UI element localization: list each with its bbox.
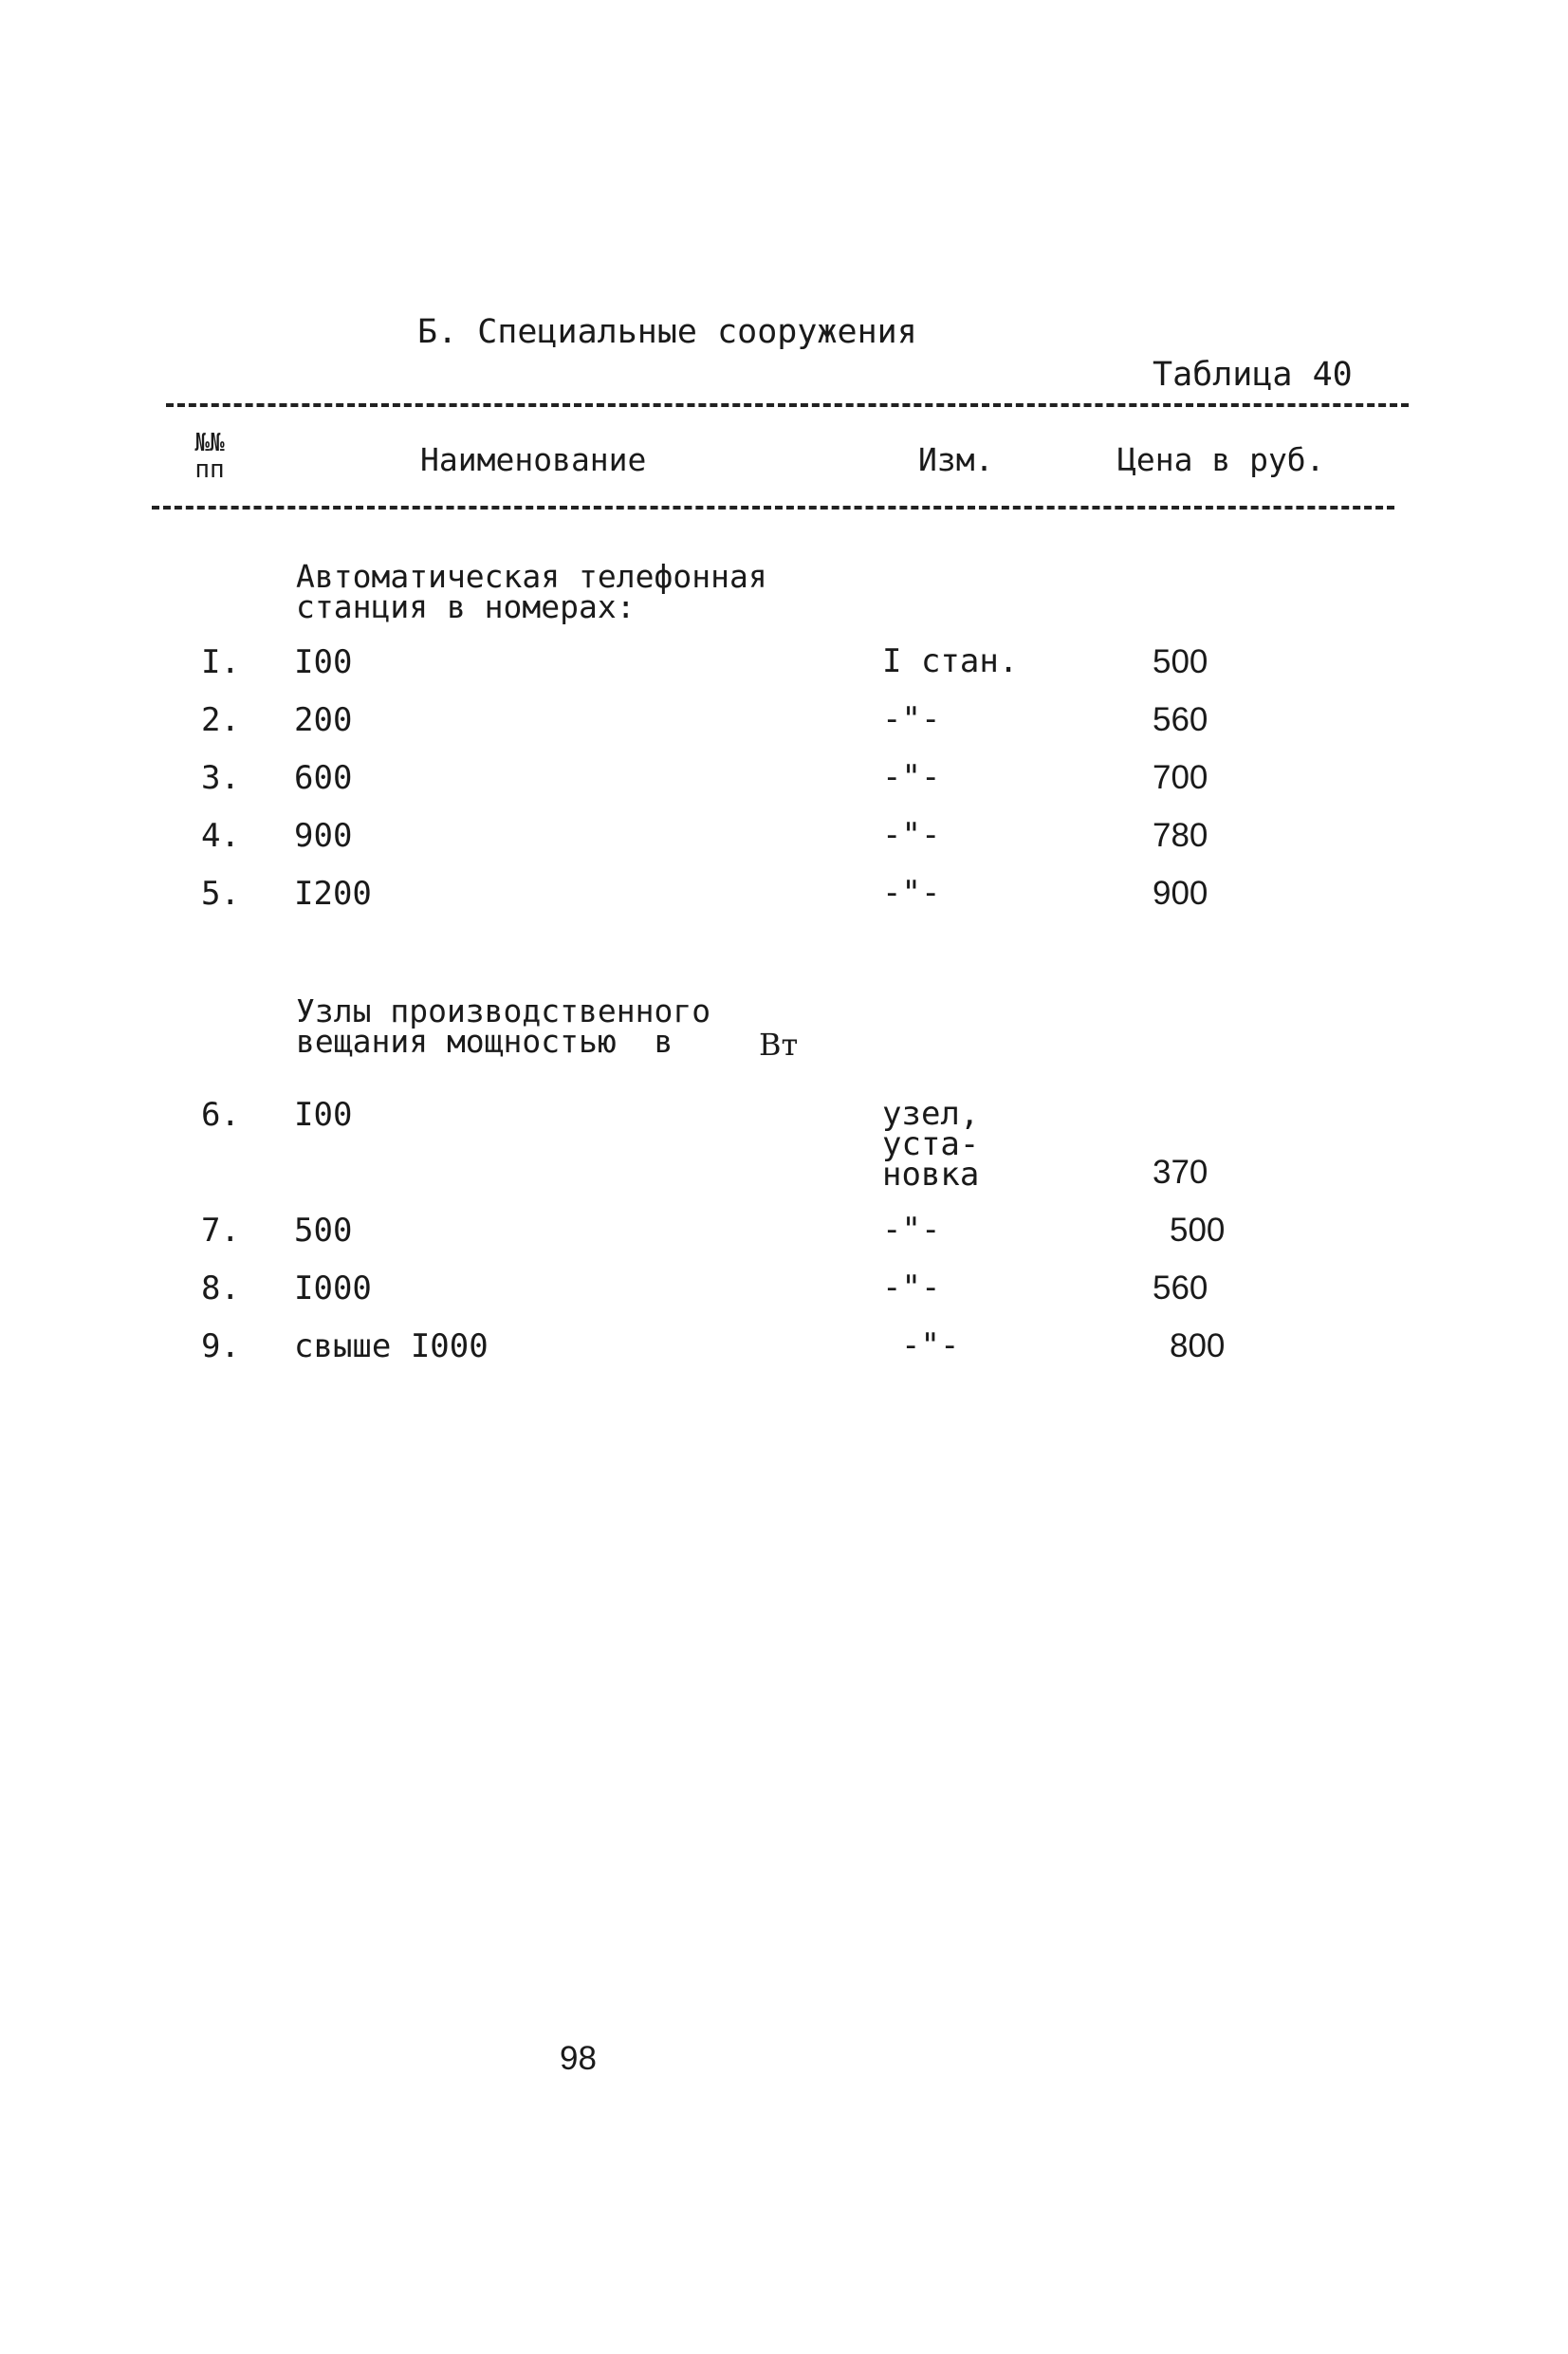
row-unit: -"- [901, 1326, 960, 1364]
header-name: Наименование [420, 441, 647, 478]
row-number: 5. [201, 875, 240, 913]
row-name: I00 [294, 1096, 353, 1134]
row-name: 200 [294, 701, 353, 739]
row-name: I00 [294, 643, 353, 681]
row-name: I000 [294, 1270, 372, 1307]
row-number: 6. [201, 1096, 240, 1134]
row-price: 900 [1153, 875, 1208, 912]
row-unit: -"- [882, 874, 941, 912]
page-number: 98 [560, 2040, 597, 2077]
row-name: I200 [294, 875, 372, 913]
row-unit: -"- [882, 758, 941, 796]
group-unit-suffix: Вт [759, 1027, 799, 1063]
row-name: 900 [294, 817, 353, 855]
row-number: 3. [201, 759, 240, 797]
row-price: 700 [1153, 759, 1208, 796]
row-unit: -"- [882, 700, 941, 738]
row-name: 600 [294, 759, 353, 797]
header-unit: Изм. [918, 441, 994, 478]
row-price: 370 [1153, 1154, 1208, 1191]
row-price: 800 [1170, 1327, 1226, 1364]
row-price: 500 [1153, 643, 1208, 680]
table-header-divider [152, 506, 1394, 510]
row-unit: узел, уста- новка [882, 1095, 980, 1194]
row-number: 7. [201, 1212, 240, 1250]
group-title-telephone: Автоматическая телефонная станция в номерах: [296, 558, 767, 625]
row-price: 500 [1170, 1212, 1226, 1249]
group-title-broadcast: Узлы производственного вещания мощностью в [296, 992, 711, 1060]
section-title: Б. Специальные сооружения [417, 313, 917, 351]
row-number: 9. [201, 1327, 240, 1365]
row-name: свыше I000 [294, 1327, 489, 1365]
row-number: 2. [201, 701, 240, 739]
header-number: №№ пп [194, 429, 225, 484]
row-price: 560 [1153, 1270, 1208, 1307]
row-unit: -"- [882, 816, 941, 854]
table-top-divider [166, 403, 1409, 407]
row-number: 4. [201, 817, 240, 855]
row-price: 780 [1153, 817, 1208, 854]
row-name: 500 [294, 1212, 353, 1250]
table-label: Таблица 40 [1153, 356, 1353, 394]
row-unit: -"- [882, 1211, 941, 1249]
row-number: 8. [201, 1270, 240, 1307]
header-price: Цена в руб. [1117, 441, 1325, 478]
row-price: 560 [1153, 701, 1208, 738]
row-number: I. [201, 643, 240, 681]
row-unit: I стан. [882, 642, 1019, 680]
row-unit: -"- [882, 1269, 941, 1307]
